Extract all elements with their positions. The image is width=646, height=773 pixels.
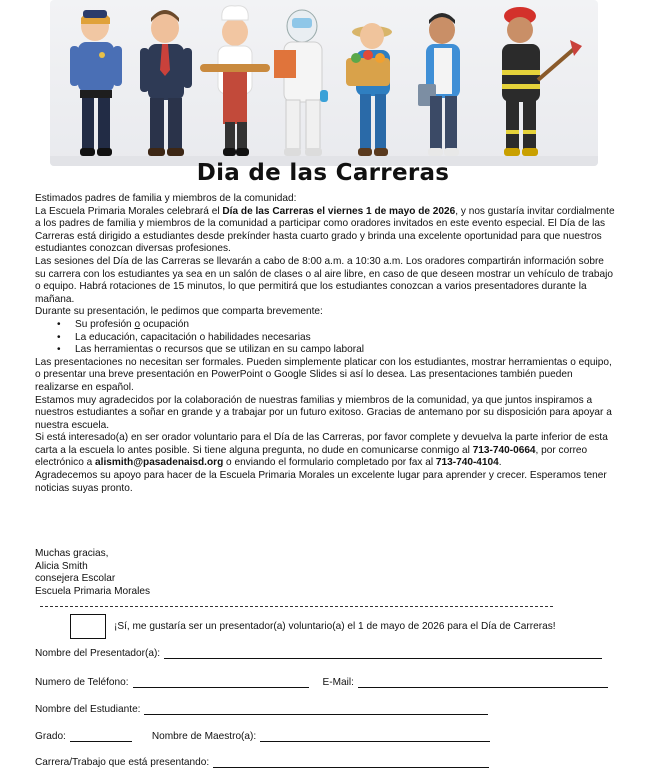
farmer-icon — [346, 23, 392, 156]
volunteer-statement: ¡Sí, me gustaría ser un presentador(a) voluntario(a) el 1 de mayo de 2026 para el Día de Carreras! — [114, 621, 556, 632]
police-officer-icon — [70, 10, 122, 156]
career-row — [35, 757, 489, 768]
paragraph-1: La Escuela Primaria Morales celebrará el Día de las Carreras el viernes 1 de mayo de 2026, y nos gustaría invitar cordialmente a los padres de familia y miembros de la comunidad a participar como oradores invitados en este evento especial. El Día de las Carreras está dirigido a estudiantes desde prekínder hasta cuarto grado y brinda una excelente oportunidad para que nuestros estudiantes conozcan diversas profesiones. — [35, 205, 615, 255]
career-label: Carrera/Trabajo que está presentando: — [35, 757, 210, 768]
paragraph-6: Si está interesado(a) en ser orador voluntario para el Día de las Carreras, por favor complete y devuelva la parte inferior de esta carta a la escuela lo antes posible. Si tiene alguna pregunta, no dude en comunicarse conmigo al 713-740-0664, por correo electrónico a alismith@pasadenaisd.org o enviando el formulario completado por fax al 713-740-4104. — [35, 432, 608, 469]
phone-field[interactable] — [133, 677, 309, 688]
student-name-row — [35, 704, 488, 715]
chef-icon — [200, 6, 270, 156]
phone-label: Numero de Teléfono: — [35, 677, 129, 688]
contact-row — [35, 677, 608, 688]
teacher-name-label: Nombre de Maestro(a): — [151, 731, 257, 742]
volunteer-checkbox[interactable] — [70, 614, 106, 639]
signer-school: Escuela Primaria Morales — [35, 585, 150, 597]
closing-line: Muchas gracias, — [35, 548, 109, 559]
student-name-field[interactable] — [144, 704, 488, 715]
careers-banner — [50, 0, 598, 166]
student-name-label: Nombre del Estudiante: — [35, 704, 141, 715]
presenter-name-field[interactable] — [164, 648, 602, 659]
list-item: • Su profesión o ocupación — [57, 319, 615, 332]
signature-block — [35, 548, 150, 598]
paragraph-3: Durante su presentación, le pedimos que comparta brevemente: — [35, 306, 323, 318]
student-icon — [418, 13, 460, 156]
page-title: Dia de las Carreras — [196, 160, 450, 186]
list-item: • Las herramientas o recursos que se utilizan en su campo laboral — [57, 344, 615, 357]
list-item: • La educación, capacitación o habilidades necesarias — [57, 332, 615, 345]
firefighter-icon — [502, 7, 582, 156]
grade-field[interactable] — [70, 731, 132, 742]
signer-name: Alicia Smith — [35, 560, 88, 572]
teacher-name-field[interactable] — [260, 731, 490, 742]
grade-teacher-row — [35, 731, 490, 742]
presenter-name-row — [35, 648, 602, 659]
paragraph-4: Las presentaciones no necesitan ser formales. Pueden simplemente platicar con los estudiantes, mostrar herramientas o equipo, o presentar una breve presentación en PowerPoint o Google Slides si así lo desea. Las presentaciones también pueden realizarse en español. — [35, 356, 612, 393]
paragraph-2: Las sesiones del Día de las Carreras se llevarán a cabo de 8:00 a.m. a 10:30 a.m. Los oradores compartirán información sobre su carrera con los estudiantes ya sea en un salón de clases o al aire libre, en caso de que deseen mostrar un vehículo de trabajo o equipo. Habrá rotaciones de 15 minutos, lo que permitirá que los estudiantes conozcan a varios presentadores durante la mañana. — [35, 255, 613, 305]
greeting: Estimados padres de familia y miembros de la comunidad: — [35, 193, 297, 204]
signer-title: consejera Escolar — [35, 573, 116, 585]
career-field[interactable] — [213, 757, 489, 768]
email-field[interactable] — [358, 677, 608, 688]
paragraph-5: Estamos muy agradecidos por la colaboración de nuestras familias y miembros de la comunidad, ya que juntos inspiramos a nuestros estudiantes a soñar en grande y a trabajar por un futuro exitoso. Gracias de antemano por su disposición para apoyar a nuestra escuela. — [35, 394, 612, 431]
topic-list — [35, 319, 615, 357]
cut-line-divider — [40, 606, 553, 607]
scientist-icon — [274, 10, 328, 156]
grade-label: Grado: — [35, 731, 66, 742]
email-label: E-Mail: — [322, 677, 354, 688]
presenter-name-label: Nombre del Presentador(a): — [35, 648, 161, 659]
businessman-icon — [140, 10, 192, 156]
paragraph-7: Agradecemos su apoyo para hacer de la Escuela Primaria Morales un excelente lugar para aprender y crecer. Esperamos tener noticias suyas pronto. — [35, 470, 607, 494]
letter-body — [35, 193, 615, 495]
